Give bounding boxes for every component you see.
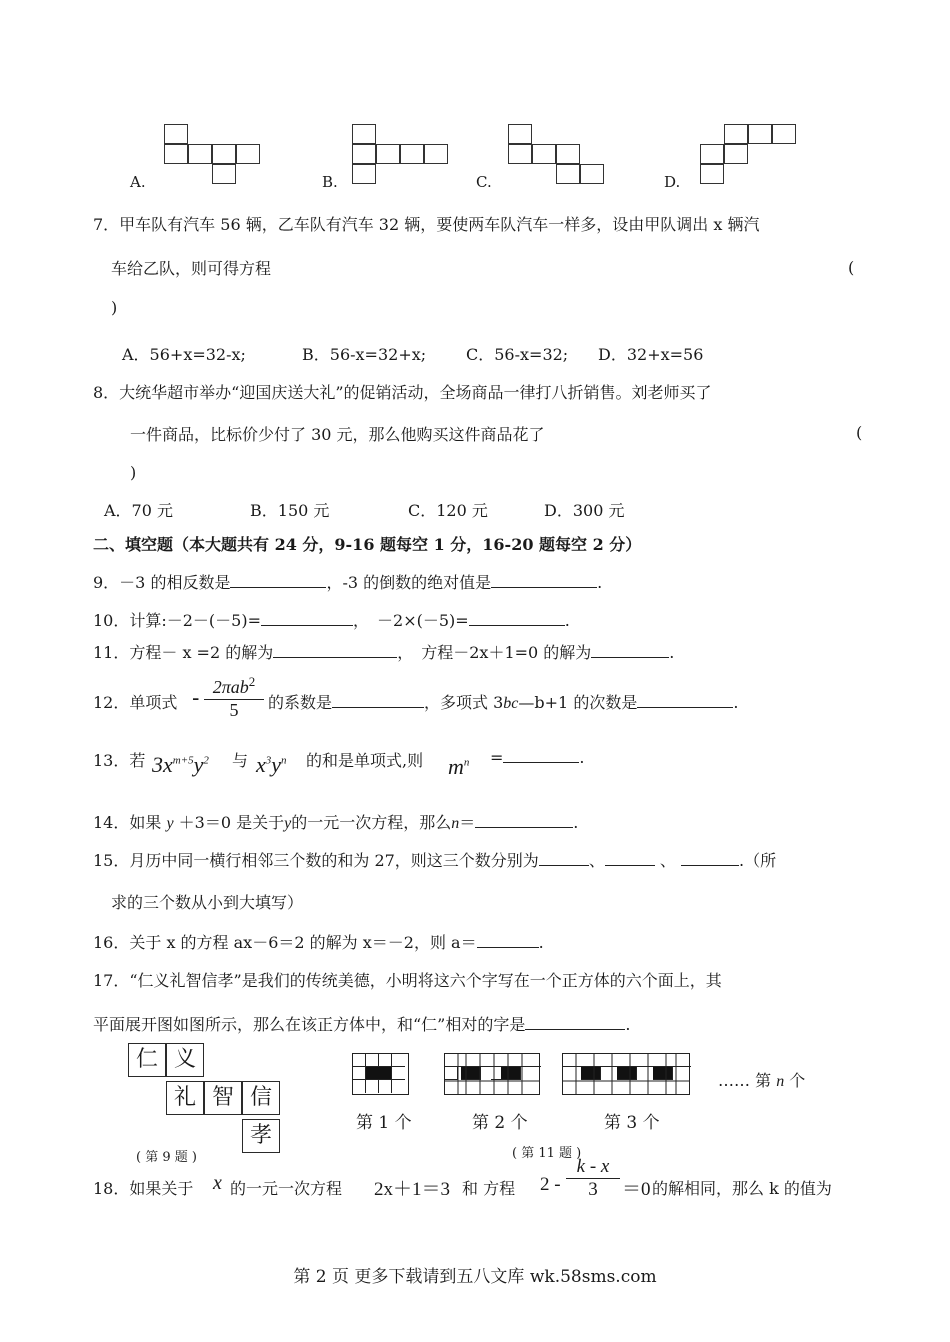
- q13-term1-coef: 3x: [152, 752, 173, 777]
- q11: [93, 640, 674, 663]
- pattern-2: [444, 1053, 540, 1095]
- q7-option-b: B．56-x=32+x;: [302, 345, 427, 364]
- q15-blank2[interactable]: [605, 851, 655, 866]
- q14-end: .: [573, 813, 579, 832]
- q12-fraction: [204, 674, 264, 721]
- q16-text1: 16．关于 x 的方程 ax－6＝2 的解为 x＝－2，则 a＝: [93, 933, 477, 952]
- q9-end: .: [597, 573, 603, 592]
- q8-paren-open: (: [856, 423, 863, 442]
- q10-blank1[interactable]: [261, 611, 353, 626]
- q8-option-b: B．150 元: [250, 501, 330, 520]
- pattern-label-2: 第 2 个: [472, 1113, 528, 1133]
- q13-term2: [256, 752, 287, 778]
- q12-text1: 12．单项式: [93, 693, 178, 712]
- option-b-label: B.: [322, 173, 338, 191]
- q13-term2-exp: 3: [265, 754, 272, 767]
- q13-eq: =: [490, 748, 504, 767]
- q10-text2: ， －2×(－5)=: [353, 611, 469, 630]
- q18-two: 2 -: [540, 1174, 561, 1195]
- q13-end: .: [579, 748, 585, 767]
- q7-line1: 7．甲车队有汽车 56 辆，乙车队有汽车 32 辆，要使两车队汽车一样多，设由甲队调出 x 辆汽: [93, 215, 760, 234]
- q7-paren-close: ): [111, 298, 118, 317]
- pattern-n: n: [776, 1073, 785, 1090]
- q18-text1: 18．如果关于: [93, 1179, 194, 1198]
- q13-term2-x: x: [256, 752, 266, 777]
- q13-text1: 13．若: [93, 751, 146, 770]
- q18-frac-den: 3: [588, 1179, 598, 1200]
- q15-end: .（所: [739, 851, 777, 870]
- q17-end: .: [625, 1015, 631, 1034]
- q16-blank[interactable]: [477, 933, 539, 948]
- q14-text2: ＋3＝0 是关于: [178, 813, 285, 832]
- q13-term2-yexp: n: [281, 754, 287, 767]
- option-c-label: C.: [476, 173, 492, 191]
- q13-term1-y: y: [193, 752, 204, 777]
- cube-net-caption: ( 第 9 题 ): [136, 1150, 197, 1165]
- q16-end: .: [538, 933, 544, 952]
- q12-text4: —b+1 的次数是: [518, 693, 638, 712]
- q13-term1: [152, 752, 209, 778]
- q10-blank2[interactable]: [469, 611, 565, 626]
- q13-blank[interactable]: [503, 748, 579, 763]
- option-a-label: A.: [130, 173, 146, 191]
- cube-face-ren: 仁: [128, 1043, 166, 1077]
- page-footer: 第 2 页 更多下载请到五八文库 wk.58sms.com: [293, 1267, 657, 1287]
- pattern-label-3: 第 3 个: [604, 1113, 660, 1133]
- pattern-1: [352, 1053, 409, 1095]
- pattern-caption: ( 第 11 题 ): [512, 1146, 582, 1161]
- q15-text1: 15．月历中同一横行相邻三个数的和为 27，则这三个数分别为: [93, 851, 539, 870]
- pattern-3: [562, 1053, 690, 1095]
- q7-line2: 车给乙队，则可得方程: [111, 259, 272, 278]
- pattern-ellipsis: [718, 1068, 805, 1091]
- q15-blank3[interactable]: [681, 851, 739, 866]
- q11-end: .: [669, 643, 675, 662]
- q8-option-a: A．70 元: [104, 501, 174, 520]
- q9-blank2[interactable]: [491, 573, 597, 588]
- cube-face-yi: 义: [166, 1043, 204, 1077]
- q14-text1: 14．如果: [93, 813, 162, 832]
- section2-title: 二、填空题（本大题共有 24 分，9-16 题每空 1 分，16-20 题每空 2 分）: [93, 535, 642, 554]
- q18-fraction: [566, 1156, 620, 1201]
- q8-paren-close: ): [130, 463, 137, 482]
- q12-rest: [268, 690, 738, 713]
- q17-blank[interactable]: [525, 1015, 625, 1030]
- q12-numerator: 2πab: [212, 677, 249, 697]
- q18-text3: 和 方程: [462, 1179, 516, 1198]
- q10-end: .: [564, 611, 570, 630]
- q8-line2: 一件商品，比标价少付了 30 元，那么他购买这件商品花了: [130, 425, 545, 444]
- q11-blank2[interactable]: [591, 643, 669, 658]
- q14-n: n: [451, 815, 460, 832]
- q7-option-a: A．56+x=32-x;: [122, 345, 246, 364]
- q9-text1: 9．－3 的相反数是: [93, 573, 231, 592]
- q14-blank[interactable]: [475, 813, 573, 828]
- q12-blank1[interactable]: [332, 693, 424, 708]
- q13-m-base: m: [448, 754, 464, 779]
- q7-option-d: D．32+x=56: [598, 345, 704, 364]
- q15-blank1[interactable]: [539, 851, 589, 866]
- q14-text4: ＝: [459, 813, 476, 832]
- q13-m-exp: n: [463, 756, 470, 769]
- q15-line2: 求的三个数从小到大填写）: [111, 893, 304, 912]
- q15-sep2: 、: [659, 851, 676, 870]
- q9-blank1[interactable]: [230, 573, 326, 588]
- q18-eq2: ＝0: [622, 1179, 651, 1200]
- q18-text2: 的一元一次方程: [230, 1179, 343, 1198]
- q18-eq1: 2x＋1＝3: [374, 1179, 451, 1200]
- q17-text2: 平面展开图如图所示，那么在该正方体中，和“仁”相对的字是: [93, 1015, 526, 1034]
- pattern-label-1: 第 1 个: [356, 1113, 412, 1133]
- q17-line1: 17．“仁义礼智信孝”是我们的传统美德，小明将这六个字写在一个正方体的六个面上，其: [93, 971, 722, 990]
- q8-option-d: D．300 元: [544, 501, 625, 520]
- q13-rest: [490, 748, 585, 767]
- cube-face-li: 礼: [166, 1081, 204, 1115]
- q15-sep1: 、: [588, 851, 605, 870]
- q17-line2: [93, 1012, 630, 1035]
- option-d-label: D.: [664, 173, 681, 191]
- q12-text2: 的系数是: [268, 693, 333, 712]
- q12-minus: -: [192, 686, 200, 711]
- q11-text2: ， 方程－2x＋1=0 的解为: [397, 643, 592, 662]
- q11-blank1[interactable]: [273, 643, 397, 658]
- pattern-ellipsis-text: …… 第: [718, 1071, 772, 1090]
- q8-line1: 8．大统华超市举办“迎国庆送大礼”的促销活动，全场商品一律打八折销售。刘老师买了: [93, 383, 712, 402]
- q13-term1-yexp: 2: [203, 754, 209, 767]
- q18-x: x: [213, 1172, 222, 1194]
- q18-frac-num: k - x: [566, 1156, 620, 1179]
- q13-join: 与: [232, 751, 249, 770]
- q11-text1: 11．方程－ x =2 的解为: [93, 643, 274, 662]
- q12-bc: bc: [503, 695, 519, 712]
- cube-face-zhi: 智: [204, 1081, 242, 1115]
- q12-text3: ，多项式 3: [424, 693, 504, 712]
- q18-text4: 的解相同，那么 k 的值为: [652, 1179, 832, 1198]
- q7-paren-open: (: [848, 258, 855, 277]
- q12-end: .: [733, 693, 739, 712]
- q9: [93, 570, 602, 593]
- q10-text1: 10．计算:－2－(－5)=: [93, 611, 262, 630]
- q14-y2: y: [284, 815, 292, 832]
- q13-text2: 的和是单项式,则: [306, 751, 424, 770]
- q12-blank2[interactable]: [637, 693, 733, 708]
- q14-y: y: [166, 815, 174, 832]
- q13-m: [448, 754, 469, 780]
- q10: [93, 608, 570, 631]
- q7-option-c: C．56-x=32;: [466, 345, 569, 364]
- q14-text3: 的一元一次方程，那么: [291, 813, 452, 832]
- q14: [93, 810, 578, 833]
- q15-line1: [93, 848, 776, 871]
- q13-term1-exp: m+5: [172, 754, 194, 767]
- cube-face-xin: 信: [242, 1081, 280, 1115]
- q16: [93, 930, 544, 953]
- q12-num-exp: 2: [248, 674, 256, 689]
- q12-denominator: 5: [229, 700, 239, 720]
- q8-option-c: C．120 元: [408, 501, 488, 520]
- pattern-ge: 个: [789, 1071, 806, 1090]
- q13-term2-y: y: [271, 752, 282, 777]
- cube-face-xiao: 孝: [242, 1119, 280, 1153]
- q9-text2: ，-3 的倒数的绝对值是: [326, 573, 492, 592]
